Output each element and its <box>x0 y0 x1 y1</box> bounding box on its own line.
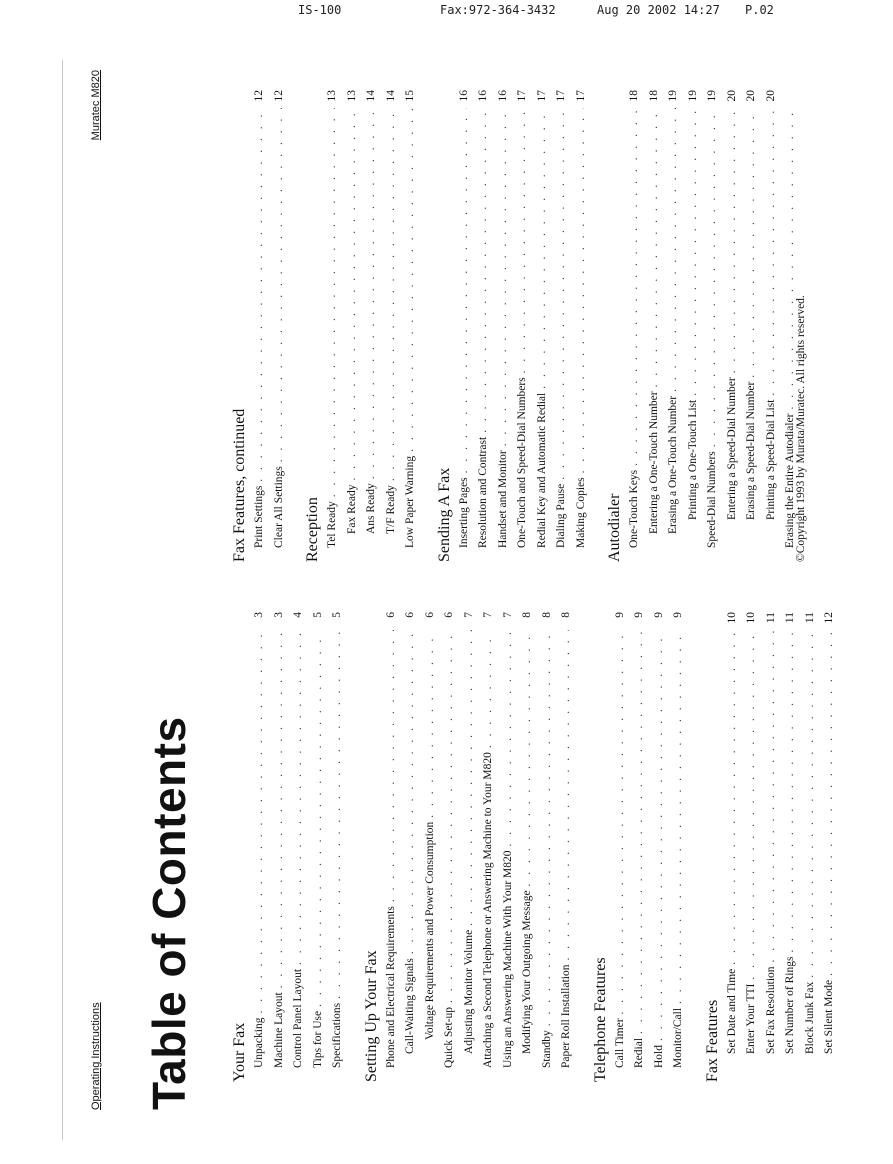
toc-entry-label: Standby <box>540 1030 553 1068</box>
toc-entry-page: 20 <box>745 90 757 102</box>
running-header-right: Muratec M820 <box>90 70 102 141</box>
dot-leader <box>723 108 743 373</box>
fax-datetime: Aug 20 2002 14:27 <box>597 3 720 17</box>
dot-leader <box>270 108 290 462</box>
toc-section-autodialer <box>605 90 801 562</box>
toc-entry <box>455 90 475 562</box>
dot-leader <box>460 630 480 926</box>
toc-entry <box>382 612 402 1082</box>
toc-entry-label: Phone and Electrical Requirements <box>384 906 397 1068</box>
toc-entry <box>703 90 723 562</box>
toc-entry <box>499 612 519 1082</box>
dot-leader <box>630 630 650 1034</box>
toc-entry-label: Print Settings <box>253 485 265 548</box>
toc-entry-label: T/F Ready <box>384 485 397 534</box>
toc-entry-page: 16 <box>477 90 489 102</box>
toc-entry-label: Entering a One-Touch Number <box>647 391 660 534</box>
toc-entry-page: 15 <box>404 90 416 102</box>
toc-entry <box>421 612 441 1082</box>
toc-entry <box>460 612 480 1082</box>
dot-leader <box>250 108 270 482</box>
toc-entry <box>664 90 684 562</box>
toc-entry-label: Fax Ready <box>345 484 358 534</box>
toc-section-title: Fax Features <box>703 999 721 1082</box>
toc-entry-page: 12 <box>272 90 285 102</box>
toc-entry-page: 18 <box>628 90 640 102</box>
toc-entry-page: 11 <box>803 612 816 624</box>
toc-entry <box>538 612 558 1082</box>
toc-section-sending-a-fax <box>435 90 592 562</box>
toc-entry-page: 16 <box>496 90 509 102</box>
dot-leader <box>742 108 762 378</box>
dot-leader <box>323 108 343 497</box>
toc-section-title: Sending A Fax <box>435 467 453 562</box>
toc-entry <box>382 90 402 562</box>
toc-entry <box>723 90 743 562</box>
toc-entry-label: Quick Set-up <box>443 1006 455 1068</box>
toc-entry-label: Dialing Pause <box>555 483 567 548</box>
dot-leader <box>328 630 348 999</box>
toc-section-your-fax <box>230 612 348 1082</box>
toc-entry-label: Set Fax Resolution <box>764 966 777 1054</box>
toc-entry <box>518 612 538 1082</box>
scan-edge-line <box>62 60 63 1140</box>
toc-entry-page: 9 <box>672 612 684 618</box>
toc-entry-page: 13 <box>345 90 358 102</box>
toc-entry <box>328 612 348 1082</box>
dot-leader <box>362 108 382 479</box>
toc-entry-page: 6 <box>443 612 455 618</box>
dot-leader <box>762 108 782 396</box>
toc-entry-page: 19 <box>706 90 718 102</box>
dot-leader <box>479 630 499 748</box>
dot-leader <box>474 108 494 433</box>
dot-leader <box>421 630 441 818</box>
toc-entry-label: One-Touch Keys <box>628 469 640 548</box>
toc-entry-label: Voltage Requirements and Power Consumption <box>423 821 436 1040</box>
toc-entry <box>401 612 421 1082</box>
toc-entry <box>323 90 343 562</box>
toc-entry <box>270 90 290 562</box>
toc-entry <box>309 612 329 1082</box>
toc-entry <box>552 90 572 562</box>
dot-leader <box>309 630 329 1007</box>
toc-entry-label: Tips for Use <box>311 1010 324 1068</box>
toc-entry-page: 19 <box>686 90 699 102</box>
toc-entry-page: 12 <box>823 612 835 624</box>
toc-entry-page: 14 <box>365 90 377 102</box>
toc-entry <box>533 90 553 562</box>
toc-entry-label: Specifications <box>331 1002 343 1068</box>
toc-left-column <box>230 612 854 1082</box>
dot-leader <box>669 630 689 1004</box>
toc-section-fax-features <box>703 612 840 1082</box>
toc-entry-page: 19 <box>667 90 679 102</box>
dot-leader <box>382 630 402 902</box>
toc-entry-page: 3 <box>253 612 265 618</box>
toc-entry-page: 11 <box>784 612 796 624</box>
dot-leader <box>455 108 475 473</box>
toc-entry-label: Erasing a One-Touch Number <box>667 395 679 534</box>
toc-entry-label: Enter Your TTI <box>745 983 757 1054</box>
dot-leader <box>650 630 670 1041</box>
toc-entry-page: 20 <box>764 90 777 102</box>
toc-entry-label: Hold <box>652 1045 665 1068</box>
toc-entry-page: 18 <box>647 90 660 102</box>
toc-section-telephone-features <box>591 612 689 1082</box>
toc-entry-page: 20 <box>725 90 738 102</box>
toc-section-title: Your Fax <box>231 1022 248 1082</box>
dot-leader <box>801 630 821 978</box>
toc-entry-page: 7 <box>482 612 494 618</box>
toc-entry <box>494 90 514 562</box>
dot-leader <box>572 108 592 473</box>
dot-leader <box>552 108 572 480</box>
dot-leader <box>723 630 743 965</box>
dot-leader <box>382 108 402 481</box>
toc-entry-page: 7 <box>501 612 514 618</box>
fax-page-number: P.02 <box>745 3 774 17</box>
toc-entry <box>645 90 665 562</box>
toc-entry-label: Call-Waiting Signals <box>404 958 416 1054</box>
toc-entry <box>250 90 270 562</box>
dot-leader <box>684 108 704 396</box>
toc-entry <box>343 90 363 562</box>
toc-entry-label: Adjusting Monitor Volume <box>462 929 475 1054</box>
running-header-left: Operating Instructions <box>90 1002 102 1110</box>
toc-entry-page: 14 <box>384 90 397 102</box>
toc-entry-label: Entering a Speed-Dial Number <box>725 377 738 520</box>
toc-entry-label: Tel Ready <box>326 501 338 548</box>
toc-entry-label: Machine Layout <box>272 992 285 1068</box>
toc-entry <box>762 612 782 1082</box>
toc-entry-page: 9 <box>613 612 626 618</box>
toc-entry <box>572 90 592 562</box>
toc-entry-page: 6 <box>404 612 416 618</box>
dot-leader <box>270 630 290 988</box>
dot-leader <box>494 108 514 446</box>
toc-section-reception <box>303 90 421 562</box>
dot-leader <box>820 630 840 976</box>
toc-entry-label: Set Silent Mode <box>823 979 835 1054</box>
toc-section-title: Telephone Features <box>591 957 609 1082</box>
toc-entry <box>270 612 290 1082</box>
toc-entry-label: Paper Roll Installation <box>560 964 572 1068</box>
toc-entry-label: Printing a Speed-Dial List <box>764 399 777 520</box>
dot-leader <box>664 108 684 392</box>
rotated-document-page <box>90 70 880 1110</box>
dot-leader <box>401 630 421 954</box>
toc-entry-label: Modifying Your Outgoing Message <box>521 890 533 1054</box>
toc-entry <box>557 612 577 1082</box>
toc-entry-label: Erasing a Speed-Dial Number <box>745 381 757 520</box>
dot-leader <box>557 630 577 961</box>
toc-entry-page: 17 <box>555 90 567 102</box>
toc-entry <box>513 90 533 562</box>
toc-entry <box>684 90 704 562</box>
fax-station-id: IS-100 <box>298 3 342 17</box>
toc-entry-page: 17 <box>516 90 528 102</box>
toc-entry-page: 9 <box>633 612 645 618</box>
toc-right-column <box>230 90 815 562</box>
toc-entry-page: 11 <box>764 612 777 624</box>
toc-section-setting-up-your-fax <box>362 612 577 1082</box>
toc-entry-page: 9 <box>652 612 665 618</box>
toc-entry-page: 3 <box>272 612 285 618</box>
toc-entry-page: 10 <box>725 612 738 624</box>
toc-entry <box>440 612 460 1082</box>
dot-leader <box>781 630 801 953</box>
toc-entry-page: 7 <box>462 612 475 618</box>
toc-entry-label: Call Timer <box>613 1018 626 1068</box>
dot-leader <box>440 630 460 1003</box>
dot-leader <box>762 630 782 962</box>
toc-entry-page: 5 <box>311 612 324 618</box>
toc-entry-label: Redial Key and Automatic Redial <box>535 392 548 548</box>
toc-entry <box>781 612 801 1082</box>
toc-section-title: Reception <box>304 497 321 562</box>
dot-leader <box>645 108 665 387</box>
toc-entry-page: 10 <box>745 612 757 624</box>
toc-entry <box>723 612 743 1082</box>
fax-number: Fax:972-364-3432 <box>440 3 556 17</box>
dot-leader <box>703 108 723 447</box>
toc-entry <box>650 612 670 1082</box>
dot-leader <box>533 108 553 389</box>
toc-entry <box>362 90 382 562</box>
dot-leader <box>538 630 558 1026</box>
toc-entry <box>401 90 421 562</box>
toc-entry-label: Speed-Dial Numbers <box>706 451 718 548</box>
toc-entry-label: Erasing the Entire Autodialer <box>784 413 796 548</box>
toc-entry-label: One-Touch and Speed-Dial Numbers <box>516 377 528 548</box>
toc-entry-label: Set Number of Rings <box>784 956 796 1054</box>
toc-entry <box>630 612 650 1082</box>
toc-entry <box>669 612 689 1082</box>
toc-section-title: Setting Up Your Fax <box>362 950 380 1082</box>
copyright-notice: ©Copyright 1993 by Murata/Muratec. All rights reserved. <box>795 295 807 562</box>
toc-entry <box>474 90 494 562</box>
toc-entry-label: Set Date and Time <box>725 968 738 1054</box>
toc-entry-label: Using an Answering Machine With Your M820 <box>501 850 514 1068</box>
toc-entry-page: 12 <box>253 90 265 102</box>
dot-leader <box>499 630 519 846</box>
toc-entry <box>250 612 270 1082</box>
toc-entry-label: Resolution and Contrast <box>477 436 489 548</box>
fax-transmission-header <box>0 0 893 22</box>
toc-entry <box>742 90 762 562</box>
toc-entry-label: Attaching a Second Telephone or Answering Machine to Your M820 <box>482 752 494 1068</box>
dot-leader <box>742 630 762 980</box>
toc-entry-page: 17 <box>535 90 548 102</box>
dot-leader <box>250 630 270 1014</box>
toc-entry <box>820 612 840 1082</box>
dot-leader <box>611 630 631 1014</box>
toc-entry-page: 8 <box>540 612 553 618</box>
toc-entry-page: 16 <box>457 90 470 102</box>
dot-leader <box>513 108 533 373</box>
toc-entry-page: 8 <box>521 612 533 618</box>
dot-leader <box>401 108 421 452</box>
toc-entry-page: 8 <box>560 612 572 618</box>
toc-section-fax-features-continued <box>230 90 289 562</box>
toc-entry <box>625 90 645 562</box>
toc-entry-page: 13 <box>326 90 338 102</box>
toc-entry <box>742 612 762 1082</box>
dot-leader <box>343 108 363 480</box>
toc-entry-page: 5 <box>331 612 343 618</box>
toc-entry-label: Inserting Pages <box>457 477 470 548</box>
toc-entry-label: Monitor/Call <box>672 1007 684 1068</box>
dot-leader <box>625 108 645 466</box>
toc-entry-label: Printing a One-Touch List <box>686 399 699 520</box>
toc-entry <box>479 612 499 1082</box>
toc-entry-label: Block Junk Fax <box>803 981 816 1054</box>
toc-entry <box>762 90 782 562</box>
dot-leader <box>518 630 538 886</box>
toc-section-title: Autodialer <box>606 493 623 562</box>
toc-entry <box>801 612 821 1082</box>
toc-entry-page: 6 <box>384 612 397 618</box>
toc-entry-label: Redial <box>633 1037 645 1068</box>
toc-entry-label: Low Paper Warning <box>404 455 416 548</box>
toc-entry <box>289 612 309 1082</box>
toc-entry-label: Control Panel Layout <box>292 968 304 1068</box>
toc-entry-label: Making Copies <box>574 477 587 548</box>
toc-entry-page: 4 <box>292 612 304 618</box>
toc-entry-label: Handset and Monitor <box>496 450 509 548</box>
toc-entry-label: Unpacking <box>253 1017 265 1068</box>
toc-entry <box>611 612 631 1082</box>
toc-entry-page: 17 <box>574 90 587 102</box>
toc-entry-page: 6 <box>423 612 436 618</box>
toc-entry-label: Ans Ready <box>365 483 377 534</box>
toc-entry-label: Clear All Settings <box>272 466 285 548</box>
page-title: Table of Contents <box>143 716 195 1110</box>
dot-leader <box>289 630 309 965</box>
toc-section-title: Fax Features, continued <box>231 408 248 562</box>
